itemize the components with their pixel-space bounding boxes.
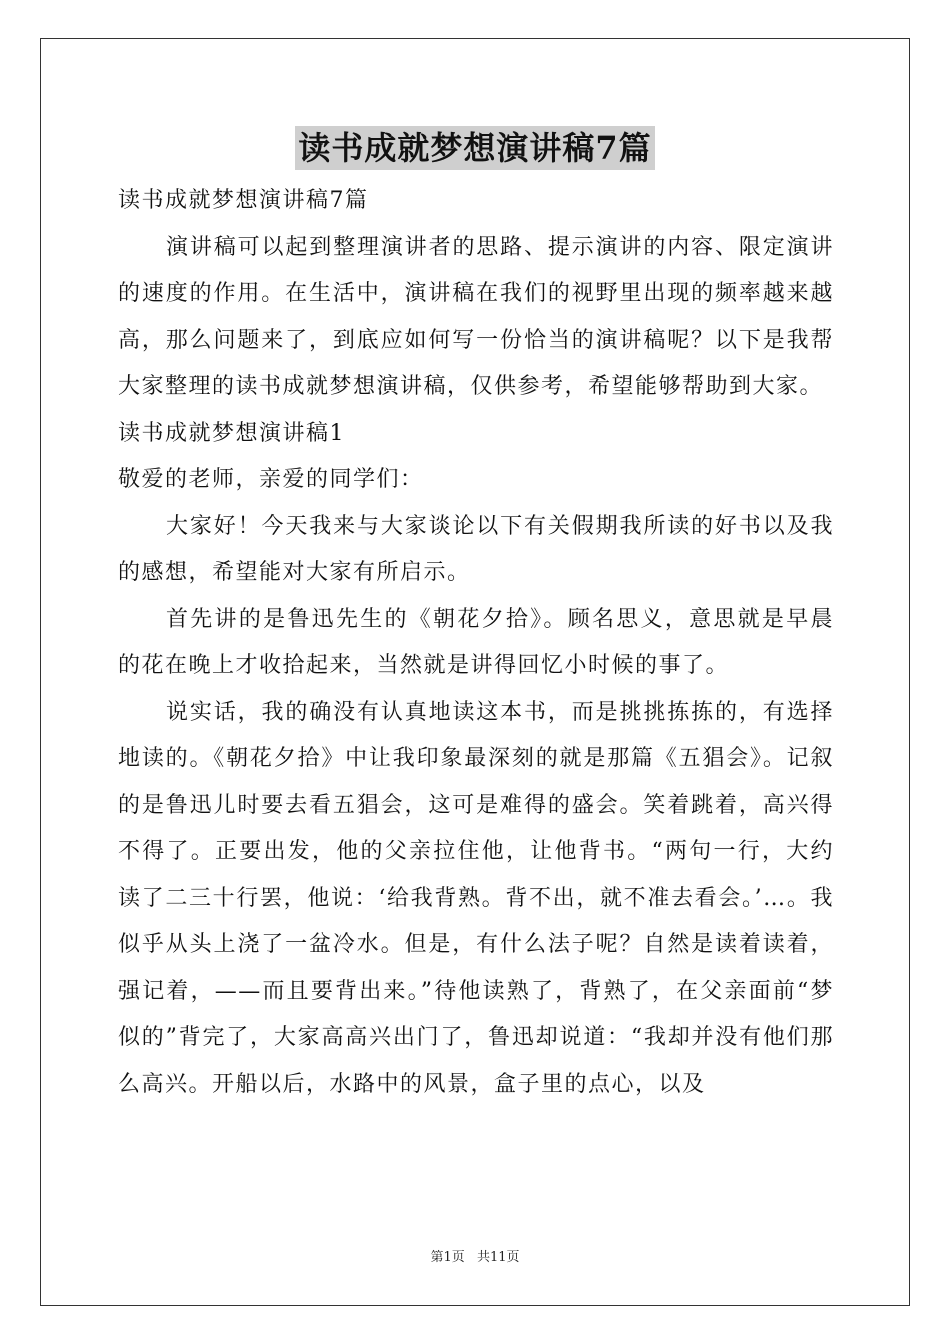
salutation: 敬爱的老师，亲爱的同学们： bbox=[118, 467, 424, 492]
page-footer bbox=[0, 1246, 950, 1265]
document-title-wrap bbox=[0, 126, 950, 170]
page-number: 第1页 bbox=[430, 1250, 465, 1265]
body-paragraph: 大家好！今天我来与大家谈论以下有关假期我所读的好书以及我的感想，希望能对大家有所启示。 bbox=[118, 513, 834, 585]
section-heading: 读书成就梦想演讲稿1 bbox=[118, 420, 345, 446]
subtitle-line: 读书成就梦想演讲稿7篇 bbox=[118, 188, 369, 213]
body-paragraph: 首先讲的是鲁迅先生的《朝花夕拾》。顾名思义，意思就是早晨的花在晚上才收拾起来，当然就是讲得回忆小时候的事了。 bbox=[118, 606, 834, 678]
document-body bbox=[118, 178, 834, 1108]
page-total: 共11页 bbox=[476, 1250, 520, 1265]
document-title: 读书成就梦想演讲稿7篇 bbox=[295, 126, 654, 170]
intro-paragraph: 演讲稿可以起到整理演讲者的思路、提示演讲的内容、限定演讲的速度的作用。在生活中，演讲稿在我们的视野里出现的频率越来越高，那么问题来了，到底应如何写一份恰当的演讲稿呢？以下是我帮大家整理的读书成就梦想演讲稿，仅供参考，希望能够帮助到大家。 bbox=[118, 234, 834, 399]
body-paragraph: 说实话，我的确没有认真地读这本书，而是挑挑拣拣的，有选择地读的。《朝花夕拾》中让我印象最深刻的就是那篇《五猖会》。记叙的是鲁迅儿时要去看五猖会，这可是难得的盛会。笑着跳着，高兴得不得了。正要出发，他的父亲拉住他，让他背书。“两句一行，大约读了二三十行罢，他说：‘给我背熟。背不出，就不准去看会。’…。我似乎从头上浇了一盆冷水。但是，有什么法子呢？自然是读着读着，强记着，——而且要背出来。”待他读熟了，背熟了，在父亲面前“梦似的”背完了，大家高高兴出门了，鲁迅却说道：“我却并没有他们那么高兴。开船以后，水路中的风景，盒子里的点心，以及 bbox=[118, 699, 834, 1097]
